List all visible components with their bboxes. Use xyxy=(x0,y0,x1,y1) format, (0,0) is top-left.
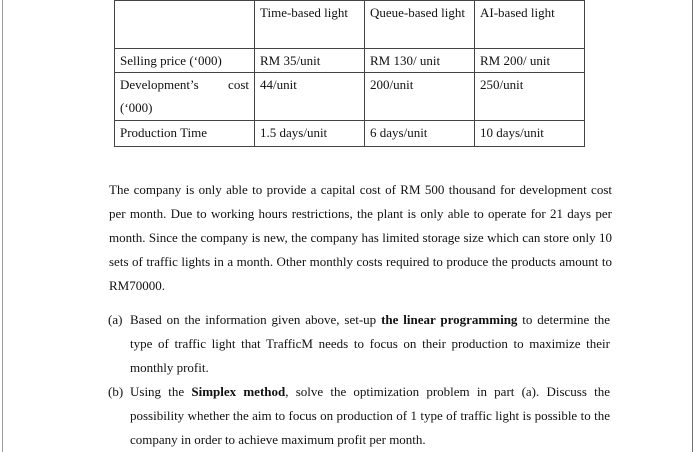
table-row xyxy=(115,121,585,147)
cell-prod-time: 1.5 days/unit xyxy=(255,121,365,147)
question-a-text-after: to determine the type of traffic light that TrafficM needs to focus on their production to maximize their monthly profit. xyxy=(130,312,611,375)
header-empty-cell xyxy=(115,1,255,49)
question-b-marker: (b) xyxy=(108,384,124,399)
cell-prod-queue: 6 days/unit xyxy=(365,121,475,147)
question-a xyxy=(108,308,611,380)
question-b xyxy=(108,380,610,452)
table-row xyxy=(115,73,585,121)
header-queue-based: Queue-based light xyxy=(365,1,475,49)
question-a-text-before: Based on the information given above, set-up xyxy=(130,312,382,327)
cell-selling-queue: RM 130/ unit xyxy=(365,49,475,73)
cell-dev-ai: 250/unit xyxy=(475,73,585,121)
question-b-text-before: Using the xyxy=(130,384,192,399)
right-border-line xyxy=(692,0,693,452)
left-border-line xyxy=(2,0,3,452)
table-header-row xyxy=(115,1,585,49)
question-b-text-after: , solve the optimization problem in part (a). Discuss the possibility whether the aim to focus on production of 1 type of traffic light is possible to the company in order to achieve maximum profit per month. xyxy=(130,384,610,447)
cell-dev-time: 44/unit xyxy=(255,73,365,121)
header-time-based: Time-based light xyxy=(255,1,365,49)
dev-label-right: cost xyxy=(228,77,249,92)
question-a-marker: (a) xyxy=(108,312,123,327)
cell-dev-queue: 200/unit xyxy=(365,73,475,121)
cell-selling-time: RM 35/unit xyxy=(255,49,365,73)
cell-prod-ai: 10 days/unit xyxy=(475,121,585,147)
row-label-production-time: Production Time xyxy=(115,121,255,147)
comparison-table xyxy=(114,0,585,147)
table-row xyxy=(115,49,585,73)
dev-label-left: Development’s xyxy=(120,77,199,92)
question-a-bold: the linear programming xyxy=(381,312,518,327)
dev-label-cont: (‘000) xyxy=(120,100,153,115)
question-b-bold: Simplex method xyxy=(191,384,286,399)
header-ai-based: AI-based light xyxy=(475,1,585,49)
row-label-selling-price: Selling price (‘000) xyxy=(115,49,255,73)
row-label-development-cost xyxy=(115,73,255,121)
problem-paragraph: The company is only able to provide a capital cost of RM 500 thousand for development cost per month. Due to working hours restrictions, the plant is only able to operate for 21 days per month. Since the company is new, the company has limited storage size which can store only 10 sets of traffic lights in a month. Other monthly costs required to produce the products amount to RM70000. xyxy=(109,182,612,293)
cell-selling-ai: RM 200/ unit xyxy=(475,49,585,73)
